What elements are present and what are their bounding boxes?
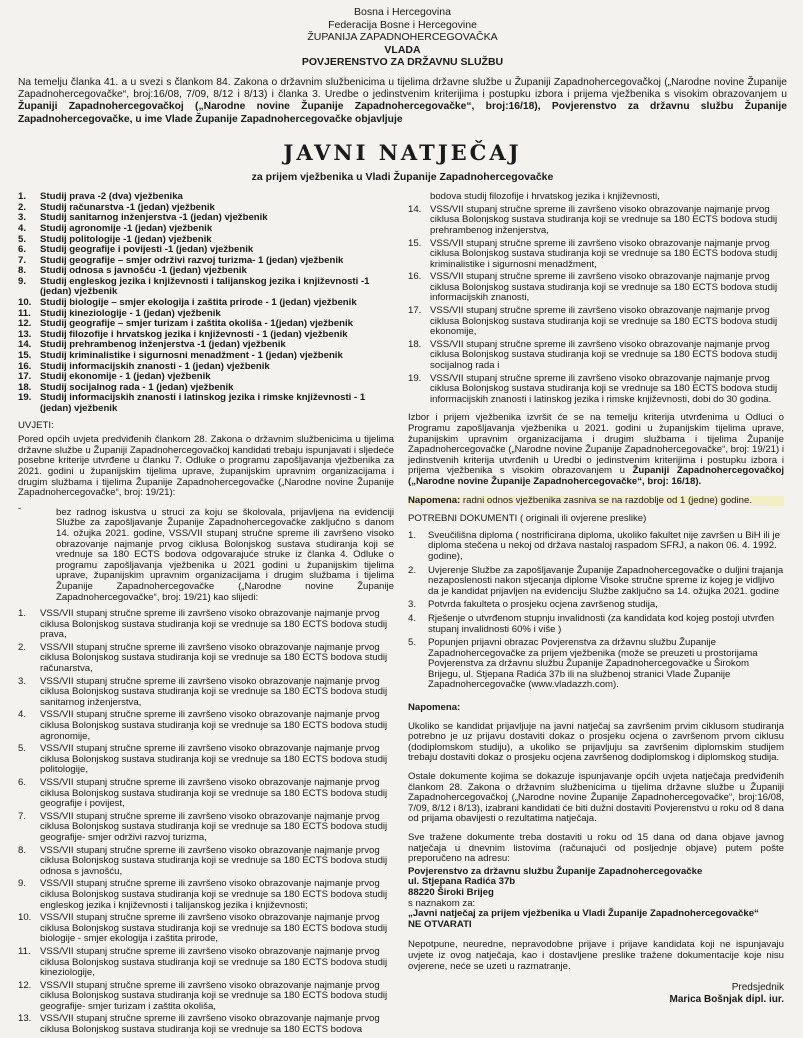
document-header: [18, 6, 787, 69]
requirement-item: [408, 239, 784, 271]
position-item-value: Studij ekonomije - 1 (jedan) vježbenik: [40, 371, 211, 383]
requirement-item-text: [40, 609, 394, 641]
requirement-item-prefix: VSS/VII stupanj stručne spreme ili završeno visoko obrazovanje najmanje prvog ciklusa Bolonjskog sustava studiranja koji se vrednuje sa 180 ECTS bodova: [430, 271, 770, 293]
requirement-item-number: 16.: [408, 271, 422, 283]
requirement-item: [18, 1014, 394, 1035]
position-item-value: Studij engleskog jezika i književnosti i talijanskog jezika i književnosti -1 (jedan) vježbenik: [40, 275, 370, 298]
bullet-marker: -: [18, 502, 22, 514]
conditions-text: Pored općih uvjeta predviđenih člankom 28. Zakona o državnim službenicima u tijelima državne službe u Županiji Zapadnohercegovačkoj kandidati trebaju ispunjavati i sljedeće posebne kriterije utvrđene u članku 7. Odluke o programu zapošljavanja vježbenika za 2021. godini u županijskim tijelima uprave, županijskim upravnim organizacijama i drugim službama i tijelima Županije Zapadnohercegovačke („Narodne novine Županije Zapadnohercegovačke“, broj: 19/21):: [18, 434, 394, 499]
requirement-item-text: [40, 744, 394, 776]
position-item-number: 11.: [18, 307, 31, 319]
requirement-item-prefix: VSS/VII stupanj stručne spreme ili završeno visoko obrazovanje najmanje prvog ciklusa Bolonjskog sustava studiranja koji se vrednuje sa 180 ECTS bodova: [40, 709, 380, 732]
requirement-item: [18, 643, 394, 675]
requirements-list-left: [18, 609, 394, 1036]
requirement-item-text: [40, 981, 394, 1013]
note2-label: Napomena:: [408, 702, 461, 714]
requirement-item-number: 6.: [18, 777, 27, 788]
requirement-item-number: 11.: [18, 945, 31, 957]
position-item: [18, 393, 394, 414]
conditions-label: UVJETI:: [18, 419, 54, 431]
requirement-item-number: 1.: [18, 608, 27, 620]
document-item-value: Potvrda fakulteta o prosjeku ocjena završenog studija,: [428, 599, 658, 611]
requirement-item-prefix: VSS/VII stupanj stručne spreme ili završeno visoko obrazovanje najmanje prvog ciklusa Bolonjskog sustava studiranja koji se vrednuje sa 180 ECTS bodova: [40, 912, 380, 934]
delivery-text: Sve tražene dokumente treba dostaviti u roku od 15 dana od dana objave javnog natječaja u dnevnim listovima (računajući od posljednje objave) putem pošte preporučeno na adresu:: [408, 832, 784, 865]
requirement-item-number: 3.: [18, 675, 27, 687]
requirement-item-value: studij agronomije,: [40, 720, 388, 742]
requirement-item-text: [430, 306, 784, 338]
document-item-text: [428, 638, 784, 691]
page-subtitle: za prijem vježbenika u Vladi Županije Zapadnohercegovačke: [251, 171, 554, 184]
requirement-item-value: studij prehrambenog inženjerstva,: [430, 214, 778, 236]
requirement-item-number: 9.: [18, 878, 27, 890]
requirement-item-prefix: VSS/VII stupanj stručne spreme ili završeno visoko obrazovanje najmanje prvog ciklusa Bolonjskog sustava studiranja koji se vrednuje sa 180 ECTS bodova: [40, 979, 380, 1002]
header-county: ŽUPANIJA ZAPADNOHERCEGOVAČKA: [307, 31, 498, 43]
documents-label-note: ( originali ili ovjerene preslike): [517, 513, 647, 525]
requirement-item: [408, 205, 784, 237]
position-item-value: Studij računarstva -1 (jedan) vježbenik: [40, 201, 215, 213]
requirement-item-number: 12.: [18, 979, 32, 991]
position-item-number: 14.: [18, 339, 32, 351]
requirement-item: [18, 744, 394, 776]
documents-section: [408, 514, 784, 691]
conditions-section: [18, 421, 394, 1036]
position-item-value: Studij odnosa s javnošću -1 (jedan) vježbenik: [40, 265, 247, 277]
requirement-item-prefix: VSS/VII stupanj stručne spreme ili završeno visoko obrazovanje najmanje prvog ciklusa Bolonjskog sustava studiranja koji se vrednuje sa 180 ECTS bodova: [40, 1013, 380, 1036]
requirement-item-value: studij geografije- smjer turizam i zaštita okoliša,: [40, 990, 388, 1012]
requirement-item-value: studij geografije i povijest,: [40, 787, 388, 810]
position-item-number: 17.: [18, 371, 32, 383]
document-item-number: 1.: [408, 529, 417, 541]
position-item-number: 19.: [18, 392, 32, 404]
requirement-item-text: [430, 239, 784, 271]
signature-role: Predsjednik: [731, 982, 784, 994]
incomplete-applications-text: Nepotpune, neuredne, nepravodobne prijave i prijave kandidata koji ne ispunjavaju uvjete iz ovog natječaja, kao i dostavljene preslike tražene dokumentacije koje nisu ovjerene, neće se uzeti u razmatranje.: [408, 939, 784, 972]
note2-text: Ukoliko se kandidat prijavljuje na javni natječaj sa završenim prvim ciklusom studiranja potrebno je uz prijavu dostaviti dokaz o prosjeku ocjena o završenom prvom ciklusu (dodiplomskom studiju), a ukoliko se prijavljuju sa završenim diplomskim studijem trebaju dostaviti dokaz o prosjeku ocjena završenog dodiplomskog i diplomskog studija.: [408, 720, 784, 764]
header-federation: Federacija Bosne i Hercegovine: [328, 18, 477, 31]
position-item-value: Studij geografije – smjer održivi razvoj turizma- 1 (jedan) vježbenik: [40, 254, 344, 266]
requirement-item: [18, 879, 394, 911]
requirement-item-number: 5.: [18, 743, 27, 755]
requirement-item-value: studij kriminalistike i sigurnosni menadžment,: [430, 248, 778, 270]
page-title: JAVNI NATJEČAJ: [283, 140, 522, 166]
requirement-item-number: 4.: [18, 709, 27, 721]
position-item-number: 3.: [18, 212, 27, 224]
other-documents-text: Ostale dokumente kojima se dokazuje ispunjavanje općih uvjeta natječaja predviđenih člankom 28. Zakona o državnim službenicima u tijelima državne službe u Županiji Zapadnohercegovačkoj („Narodne novine Županije Zapadnohercegovačke“, broj:16/08, 7/09, 8/12 i 8/13), izabrani kandidati će biti dužni dostaviti Povjerenstvu u roku od 8 dana od prijama obavijesti o rezultatima natječaja.: [408, 771, 784, 825]
documents-list: [408, 531, 784, 691]
requirement-item-value: studij računarstva,: [40, 652, 388, 675]
intro-part2: Županiji Zapadnohercegovačkoj („Narodne novine Županije Zapadnohercegovačke“, broj:16/18), Povjerenstvo za državnu službu Županije Zapadnohercegovačke, u ime Vlade Županije Zapadnohercegovačke objavljuje: [18, 101, 787, 125]
requirement-item: [18, 609, 394, 641]
position-item-number: 12.: [18, 318, 32, 330]
requirement-13-continuation: bodova studij filozofije i hrvatskog jezika i književnosti,: [430, 191, 660, 203]
requirement-item-text: [430, 205, 784, 237]
requirement-item-value: studij sanitarnog inženjerstva,: [40, 686, 388, 708]
requirement-item: [18, 677, 394, 709]
document-item: [408, 600, 784, 611]
requirement-item-prefix: VSS/VII stupanj stručne spreme ili završeno visoko obrazovanje najmanje prvog ciklusa Bolonjskog sustava studiranja koji se vrednuje sa 180 ECTS bodova: [40, 878, 380, 900]
position-item-value: Studij prava -2 (dva) vježbenika: [40, 191, 183, 203]
position-item-text: [40, 393, 394, 414]
document-item-number: 3.: [408, 599, 417, 611]
position-item-value: Studij informacijskih znanosti i latinskog jezika i rimske književnosti - 1 (jedan) vježbenik: [40, 392, 366, 414]
position-item-number: 18.: [18, 381, 32, 393]
requirement-item-number: 15.: [408, 237, 422, 249]
position-item-number: 5.: [18, 233, 27, 245]
document-item-text: [428, 600, 784, 611]
position-item-number: 10.: [18, 297, 32, 309]
requirement-item-prefix: VSS/VII stupanj stručne spreme ili završeno visoko obrazovanje najmanje prvog ciklusa Bolonjskog sustava studiranja koji se vrednuje sa 180 ECTS bodova: [40, 810, 380, 833]
header-commission: POVJERENSTVO ZA DRŽAVNU SLUŽBU: [301, 56, 504, 68]
requirement-item: [408, 306, 784, 338]
requirement-item-prefix: VSS/VII stupanj stručne spreme ili završeno visoko obrazovanje najmanje prvog ciklusa Bolonjskog sustava studiranja koji se vrednuje sa 180 ECTS bodova: [40, 608, 380, 630]
position-item-value: Studij kineziologije - 1 (jedan) vježbenik: [40, 307, 221, 319]
position-item-text: [40, 277, 394, 298]
requirement-item-text: [40, 778, 394, 810]
document-item: [408, 531, 784, 563]
position-item-number: 6.: [18, 244, 27, 256]
delivery-address: [408, 867, 784, 931]
requirement-item-value: studij biologije - smjer ekologija i zaštita prirode,: [40, 922, 388, 945]
documents-label: POTREBNI DOKUMENTI: [408, 513, 518, 525]
requirement-item-text: [40, 913, 394, 945]
requirement-item-text: [40, 947, 394, 979]
requirement-item: [18, 981, 394, 1013]
requirement-item: [18, 947, 394, 979]
requirement-item-prefix: VSS/VII stupanj stručne spreme ili završeno visoko obrazovanje najmanje prvog ciklusa Bolonjskog sustava studiranja koji se vrednuje sa 180 ECTS bodova: [430, 372, 770, 395]
position-item-value: Studij geografije – smjer turizam i zaštita okoliša - 1(jedan) vježbenik: [40, 318, 353, 330]
requirements-list-right: [408, 205, 784, 406]
requirement-item-number: 19.: [408, 372, 422, 384]
requirement-item-number: 8.: [18, 844, 27, 856]
position-item-number: 7.: [18, 254, 27, 266]
requirement-item-value: studij ekonomije,: [430, 315, 778, 338]
selection-paragraph: [408, 413, 784, 487]
address-line2: ul. Stjepana Radića 37b: [408, 876, 516, 888]
document-item: [408, 566, 784, 598]
requirement-item-prefix: VSS/VII stupanj stručne spreme ili završeno visoko obrazovanje najmanje prvog ciklusa Bolonjskog sustava studiranja koji se vrednuje sa 180 ECTS bodova: [40, 945, 380, 968]
position-item-number: 9.: [18, 275, 27, 287]
requirement-item-prefix: VSS/VII stupanj stručne spreme ili završeno visoko obrazovanje najmanje prvog ciklusa Bolonjskog sustava studiranja koji se vrednuje sa 180 ECTS bodova: [40, 675, 380, 698]
intro-paragraph: [18, 77, 787, 127]
requirement-item-text: [40, 643, 394, 675]
document-item-value: Popunjen prijavni obrazac Povjerenstva za državnu službu Županije Zapadnohercegovačke za prijem vježbenika (može se preuzeti u prostorijama Povjerenstva za državnu službu Županije Zapadnohercegovačke u Širokom Brijegu, ul. Stjepana Radića 37b ili na službenoj stranici Vlade Županije Zapadnohercegovačke (www.vladazzh.com).: [428, 637, 758, 691]
requirement-item-number: 7.: [18, 810, 27, 822]
requirement-item-prefix: VSS/VII stupanj stručne spreme ili završeno visoko obrazovanje najmanje prvog ciklusa Bolonjskog sustava studiranja koji se vrednuje sa 180 ECTS bodova: [430, 237, 770, 260]
requirement-item: [18, 846, 394, 878]
requirement-item-prefix: VSS/VII stupanj stručne spreme ili završeno visoko obrazovanje najmanje prvog ciklusa Bolonjskog sustava studiranja koji se vrednuje sa 180 ECTS bodova: [430, 338, 770, 361]
note-employment: [408, 496, 784, 507]
signature-name: Marica Bošnjak dipl. iur.: [669, 994, 784, 1006]
requirement-item-value: studij socijalnog rada i: [430, 349, 778, 372]
requirement-item-value: studij politologije,: [40, 753, 388, 776]
requirement-item: [18, 913, 394, 945]
requirement-item-prefix: VSS/VII stupanj stručne spreme ili završeno visoko obrazovanje najmanje prvog ciklusa Bolonjskog sustava studiranja koji se vrednuje sa 180 ECTS bodova: [40, 641, 380, 664]
left-column: [18, 192, 394, 1038]
address-line5: „Javni natječaj za prijem vježbenika u Vladi Županije Zapadnohercegovačke“: [408, 908, 759, 920]
document-item-number: 4.: [408, 612, 417, 624]
address-line4: s naznakom za:: [408, 897, 476, 909]
position-item-number: 16.: [18, 360, 32, 372]
requirement-item-number: 17.: [408, 305, 422, 317]
requirement-item-number: 14.: [408, 203, 422, 215]
requirement-item-prefix: VSS/VII stupanj stručne spreme ili završeno visoko obrazovanje najmanje prvog ciklusa Bolonjskog sustava studiranja koji se vrednuje sa 180 ECTS bodova: [40, 743, 380, 765]
document-item-text: [428, 614, 784, 635]
requirement-item-prefix: VSS/VII stupanj stručne spreme ili završeno visoko obrazovanje najmanje prvog ciklusa Bolonjskog sustava studiranja koji se vrednuje sa 180 ECTS bodova: [430, 305, 770, 327]
requirement-item: [18, 778, 394, 810]
requirement-item-text: [40, 879, 394, 911]
requirement-item-value: studij engleskog jezika i književnosti i talijanskog jezika i književnosti;: [40, 888, 388, 911]
conditions-bullet: [18, 504, 394, 603]
requirement-item-value: studij informacijskih znanosti,: [430, 281, 778, 304]
document-item-text: [428, 531, 784, 563]
requirement-item-number: 18.: [408, 338, 422, 350]
right-column: [408, 192, 784, 1038]
requirement-item-value: studij kineziologije,: [40, 956, 388, 979]
requirement-item-text: [40, 710, 394, 742]
document-item: [408, 638, 784, 691]
requirement-item-number: 10.: [18, 912, 32, 924]
signature-block: [408, 982, 784, 1006]
position-item-value: Studij kriminalistike i sigurnosni menadžment - 1 (jedan) vježbenik: [40, 350, 343, 362]
position-item-value: Studij geografije i povijesti -1 (jedan) vježbenik: [40, 244, 254, 256]
bullet-text: bez radnog iskustva u struci za koju se školovala, prijavljena na evidenciji Službe za zapošljavanje Županije Zapadnohercegovačke zaključno s danom 14. ožujka 2021. godine, VSS/VII stupanj stručne spreme ili završeno visoko obrazovanje najmanje prvog ciklusa Bolonjskog sustava studiranja koji se vrednuje sa 180 ECTS bodova odgovarajuće struke iz članka 4. Odluke o programu zapošljavanja vježbenika u 2021 godini u županijskim tijelima uprave, županijskim upravnim organizacijama i drugim službama i tijelima Županije Zapadnohercegovačke („Narodne novine Županije Zapadnohercegovačke“, broj: 19/21) kao slijedi:: [56, 506, 394, 603]
position-item-value: Studij filozofije i hrvatskog jezika i književnosti - 1 (jedan) vježbenik: [40, 328, 348, 340]
requirement-item-text: [430, 340, 784, 372]
position-item-number: 1.: [18, 191, 27, 203]
document-item-value: Sveučilišna diploma ( nostrificirana diploma, ukoliko fakultet nije završen u BiH ili je diploma stečena u nekoj od država nastaloj raspadom SFRJ, a nakon 06. 4. 1992. godine),: [428, 529, 780, 562]
requirement-item-value: studij prava,: [40, 618, 388, 641]
position-item-number: 13.: [18, 328, 32, 340]
requirement-item-value: studij odnosa s javnošću,: [40, 855, 388, 877]
position-item: [18, 277, 394, 298]
requirement-item: [408, 340, 784, 372]
requirement-item-number: 2.: [18, 641, 27, 653]
requirement-item: [408, 374, 784, 406]
position-item-value: Studij prehrambenog inženjerstva -1 (jedan) vježbenik: [40, 339, 286, 351]
requirement-item-text: [40, 677, 394, 709]
content-columns: [18, 192, 787, 1038]
header-government: VLADA: [384, 43, 421, 56]
document-item-value: Uvjerenje Službe za zapošljavanje Županije Zapadnohercegovačke o duljini trajanja nezaposlenosti nakon stjecanja diplome Visoke stručne spreme iz kojeg je vidljivo da je kandidat prijavljen na evidenciju Službe zaključno sa 14. ožujka 2021. godine: [428, 564, 784, 597]
selection-text1: Izbor i prijem vježbenika izvršit će se na temelju kriterija utvrđenima u Odluci o Programu zapošljavanja vježbenika u 2021. godini u županijskim tijelima uprave, županijskim upravnim organizacijama i drugim službama i tijelima Županije Zapadnohercegovačke („Narodne novine Županije Zapadnohercegovačke“, broj: 19/21) i jedinstvenih kriterija utvrđenih u Uredbi o jedinstvenim kriterijima i postupku izbora i prijema vježbenika s visokim obrazovanjem u: [408, 412, 784, 477]
address-line1: Povjerenstvo za državnu službu Županije Zapadnohercegovačke: [408, 865, 703, 877]
requirement-item-text: [40, 846, 394, 878]
position-item-value: Studij sanitarnog inženjerstva -1 (jedan) vježbenik: [40, 212, 268, 224]
position-item-number: 15.: [18, 350, 32, 362]
selection-text2: Županiji Zapadnohercegovačkoj („Narodne novine Županije Zapadnohercegovačke“, broj: 16/18).: [408, 465, 784, 487]
document-item-number: 2.: [408, 564, 417, 576]
note1-text: radni odnos vježbenika zasniva se na razdoblje od 1 (jedne) godine.: [460, 494, 752, 506]
requirement-item: [408, 272, 784, 304]
document-item-value: Rješenje o utvrđenom stupnju invalidnosti (za kandidata kod kojeg postoji utvrđen stupanj invalidnosti 60% i više ): [428, 612, 775, 635]
position-item-value: Studij socijalnog rada - 1 (jedan) vježbenik: [40, 381, 234, 393]
position-item-number: 8.: [18, 265, 27, 277]
requirement-item: [18, 710, 394, 742]
note1-label: Napomena:: [408, 494, 461, 506]
requirement-item-text: [430, 374, 784, 406]
position-item-value: Studij biologije – smjer ekologija i zaštita prirode - 1 (jedan) vježbenik: [40, 297, 357, 309]
position-item-number: 4.: [18, 222, 27, 234]
document-item-text: [428, 566, 784, 598]
requirement-item-prefix: VSS/VII stupanj stručne spreme ili završeno visoko obrazovanje najmanje prvog ciklusa Bolonjskog sustava studiranja koji se vrednuje sa 180 ECTS bodova: [40, 777, 380, 799]
requirement-item-prefix: VSS/VII stupanj stručne spreme ili završeno visoko obrazovanje najmanje prvog ciklusa Bolonjskog sustava studiranja koji se vrednuje sa 180 ECTS bodova: [430, 203, 770, 226]
position-item-value: Studij politologije -1 (jedan) vježbenik: [40, 233, 212, 245]
requirement-item-text: [430, 272, 784, 304]
requirement-item-text: [40, 812, 394, 844]
position-item-number: 2.: [18, 201, 27, 213]
requirement-item: [18, 812, 394, 844]
positions-list: [18, 192, 394, 414]
requirement-item-value: studij informacijskih znanosti i latinskog jezika i rimske književnosti, dobi do 30 godina.: [430, 383, 778, 405]
requirement-item-number: 13.: [18, 1013, 32, 1025]
requirement-item-prefix: VSS/VII stupanj stručne spreme ili završeno visoko obrazovanje najmanje prvog ciklusa Bolonjskog sustava studiranja koji se vrednuje sa 180 ECTS bodova: [40, 844, 380, 867]
address-line6: NE OTVARATI: [408, 918, 472, 930]
requirement-item-text: [40, 1014, 394, 1035]
header-country: Bosna i Hercegovina: [354, 6, 451, 18]
document-item-number: 5.: [408, 637, 417, 649]
note-grades: [408, 703, 784, 764]
document-item: [408, 614, 784, 635]
address-line3: 88220 Široki Brijeg: [408, 886, 494, 898]
position-item-value: Studij agronomije -1 (jedan) vježbenik: [40, 222, 213, 234]
documents-heading: [408, 514, 784, 525]
position-item-value: Studij informacijskih znanosti - 1 (jedan) vježbenik: [40, 360, 270, 372]
intro-part1: Na temelju članka 41. a u svezi s člankom 84. Zakona o državnim službenicima u tijelima državne službe u Županiji Zapadnohercegovačkoj („Narodne novine Županije Zapadnohercegovačke“, broj:16/08, 7/09, 8/12 i 8/13) i članka 3. Uredbe o jedinstvenim kriterijima i postupku izbora i prijema vježbenika s visokim obrazovanjem u: [18, 76, 787, 100]
requirement-item-value: studij geografije- smjer održivi razvoj turizma,: [40, 821, 388, 843]
